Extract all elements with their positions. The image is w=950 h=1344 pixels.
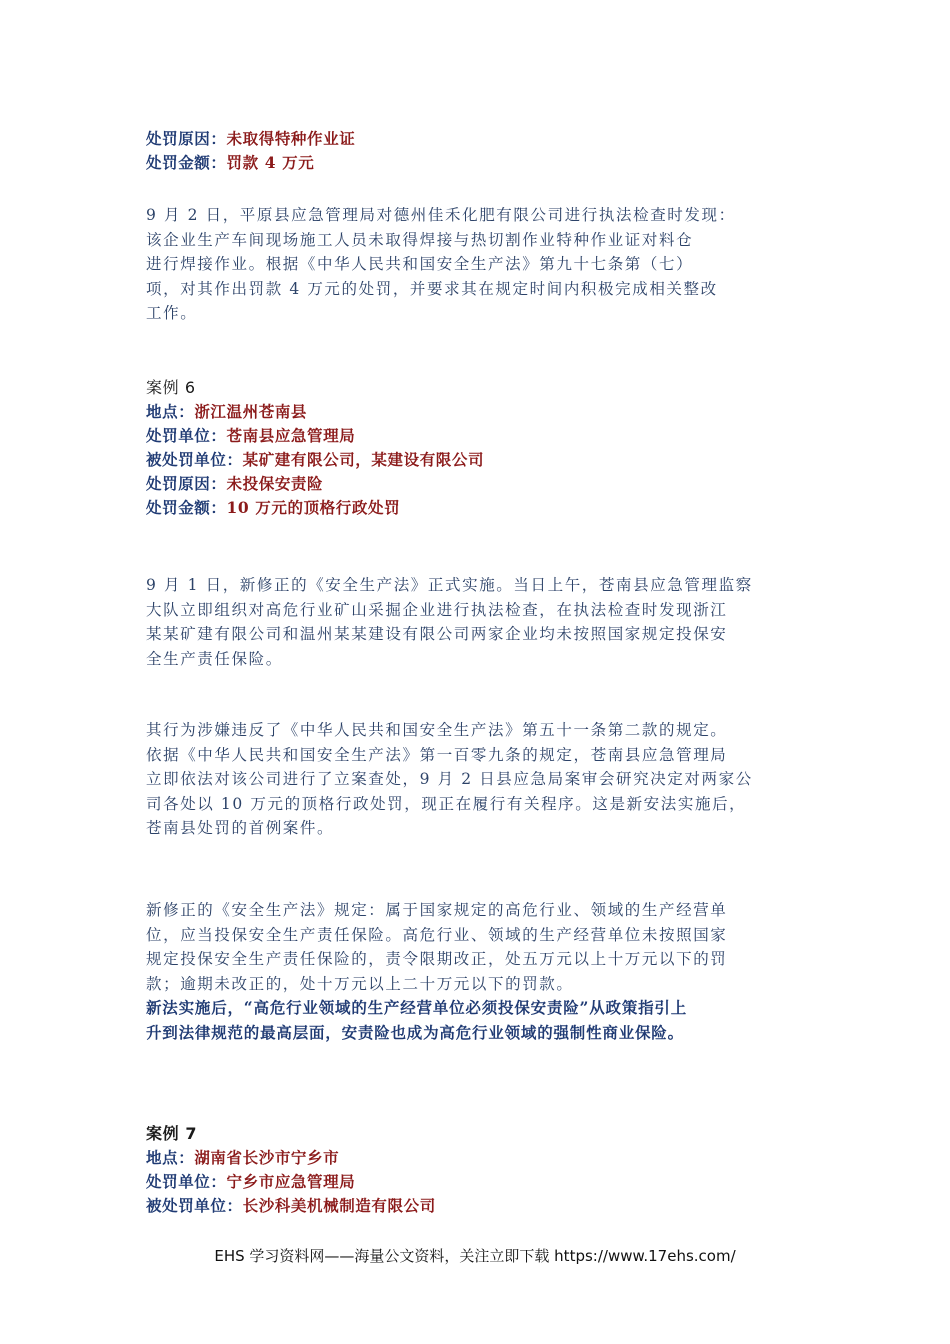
case7-header: [146, 1122, 810, 1218]
punished-row: [146, 448, 810, 472]
paragraph-line: 规定投保安全生产责任保险的，责令限期改正，处五万元以上十万元以下的罚: [146, 950, 728, 968]
punished-value: 某矿建有限公司，某建设有限公司: [242, 450, 485, 469]
paragraph-line: 依据《中华人民共和国安全生产法》第一百零九条的规定，苍南县应急管理局: [146, 745, 728, 764]
paragraph-line: 某某矿建有限公司和温州某某建设有限公司两家企业均未按照国家规定投保安: [146, 625, 728, 643]
amount-value: 10 万元的顶格行政处罚: [226, 498, 401, 517]
amount-row: [146, 496, 810, 520]
location-value: 浙江温州苍南县: [194, 402, 308, 421]
paragraph-line: 全生产责任保险。: [146, 649, 283, 668]
amount-row: [146, 151, 810, 175]
case6-title: 案例 6: [146, 378, 196, 397]
reason-label: 处罚原因：: [146, 474, 227, 493]
unit-row: [146, 424, 810, 448]
amount-label: 处罚金额：: [146, 498, 227, 517]
punished-label: 被处罚单位：: [146, 1196, 243, 1215]
location-row: [146, 400, 810, 424]
amount-value: 罚款 4 万元: [226, 153, 315, 172]
paragraph-line: 其行为涉嫌违反了《中华人民共和国安全生产法》第五十一条第二款的规定。: [146, 721, 728, 739]
unit-label: 处罚单位：: [146, 426, 227, 445]
punished-value: 长沙科美机械制造有限公司: [242, 1196, 436, 1215]
reason-label: 处罚原因：: [146, 129, 227, 148]
paragraph-line: 9 月 1 日，新修正的《安全生产法》正式实施。当日上午，苍南县应急管理监察: [146, 576, 753, 594]
paragraph-line: 工作。: [146, 304, 198, 322]
unit-label: 处罚单位：: [146, 1172, 227, 1191]
unit-value: 宁乡市应急管理局: [226, 1172, 356, 1191]
paragraph-line: 项，对其作出罚款 4 万元的处罚，并要求其在规定时间内积极完成相关整改: [146, 279, 718, 298]
punished-label: 被处罚单位：: [146, 450, 243, 469]
case5-paragraph: [146, 203, 810, 326]
paragraph-line: 司各处以 10 万元的顶格行政处罚，现正在履行有关程序。这是新安法实施后，: [146, 794, 747, 813]
paragraph-line: 进行焊接作业。根据《中华人民共和国安全生产法》第九十七条第（七）: [146, 255, 694, 273]
paragraph-line: 位，应当投保安全生产责任保险。高危行业、领域的生产经营单位未按照国家: [146, 925, 728, 944]
punished-row: [146, 1194, 810, 1218]
location-row: [146, 1146, 810, 1170]
paragraph-line: 大队立即组织对高危行业矿山采掘企业进行执法检查，在执法检查时发现浙江: [146, 600, 728, 619]
amount-label: 处罚金额：: [146, 153, 227, 172]
unit-row: [146, 1170, 810, 1194]
case6-emphasis: [146, 996, 810, 1045]
emphasis-line: 升到法律规范的最高层面，安责险也成为高危行业领域的强制性商业保险。: [146, 1022, 684, 1042]
case6-paragraph-1: [146, 573, 810, 671]
case6-paragraph-3: [146, 898, 810, 996]
paragraph-line: 该企业生产车间现场施工人员未取得焊接与热切割作业特种作业证对料仓: [146, 230, 694, 249]
reason-value: 未投保安责险: [226, 474, 324, 493]
location-value: 湖南省长沙市宁乡市: [194, 1148, 340, 1167]
case7-title: 案例 7: [146, 1124, 198, 1143]
paragraph-line: 立即依法对该公司进行了立案查处，9 月 2 日县应急局案审会研究决定对两家公: [146, 770, 753, 788]
emphasis-line: 新法实施后，“高危行业领域的生产经营单位必须投保安责险”从政策指引上: [146, 998, 688, 1017]
paragraph-line: 苍南县处罚的首例案件。: [146, 819, 335, 837]
case6-header: [146, 376, 810, 520]
paragraph-line: 9 月 2 日，平原县应急管理局对德州佳禾化肥有限公司进行执法检查时发现：: [146, 206, 736, 224]
reason-row: [146, 127, 810, 151]
case5-meta: [146, 127, 810, 175]
paragraph-line: 款；逾期未改正的，处十万元以上二十万元以下的罚款。: [146, 974, 574, 993]
case6-paragraph-2: [146, 718, 810, 841]
reason-value: 未取得特种作业证: [226, 129, 356, 148]
location-label: 地点：: [146, 1148, 195, 1167]
paragraph-line: 新修正的《安全生产法》规定：属于国家规定的高危行业、领域的生产经营单: [146, 901, 728, 919]
location-label: 地点：: [146, 402, 195, 421]
reason-row: [146, 472, 810, 496]
footer-text: EHS 学习资料网——海量公文资料，关注立即下载 https://www.17ehs.com/: [214, 1247, 736, 1265]
unit-value: 苍南县应急管理局: [226, 426, 356, 445]
